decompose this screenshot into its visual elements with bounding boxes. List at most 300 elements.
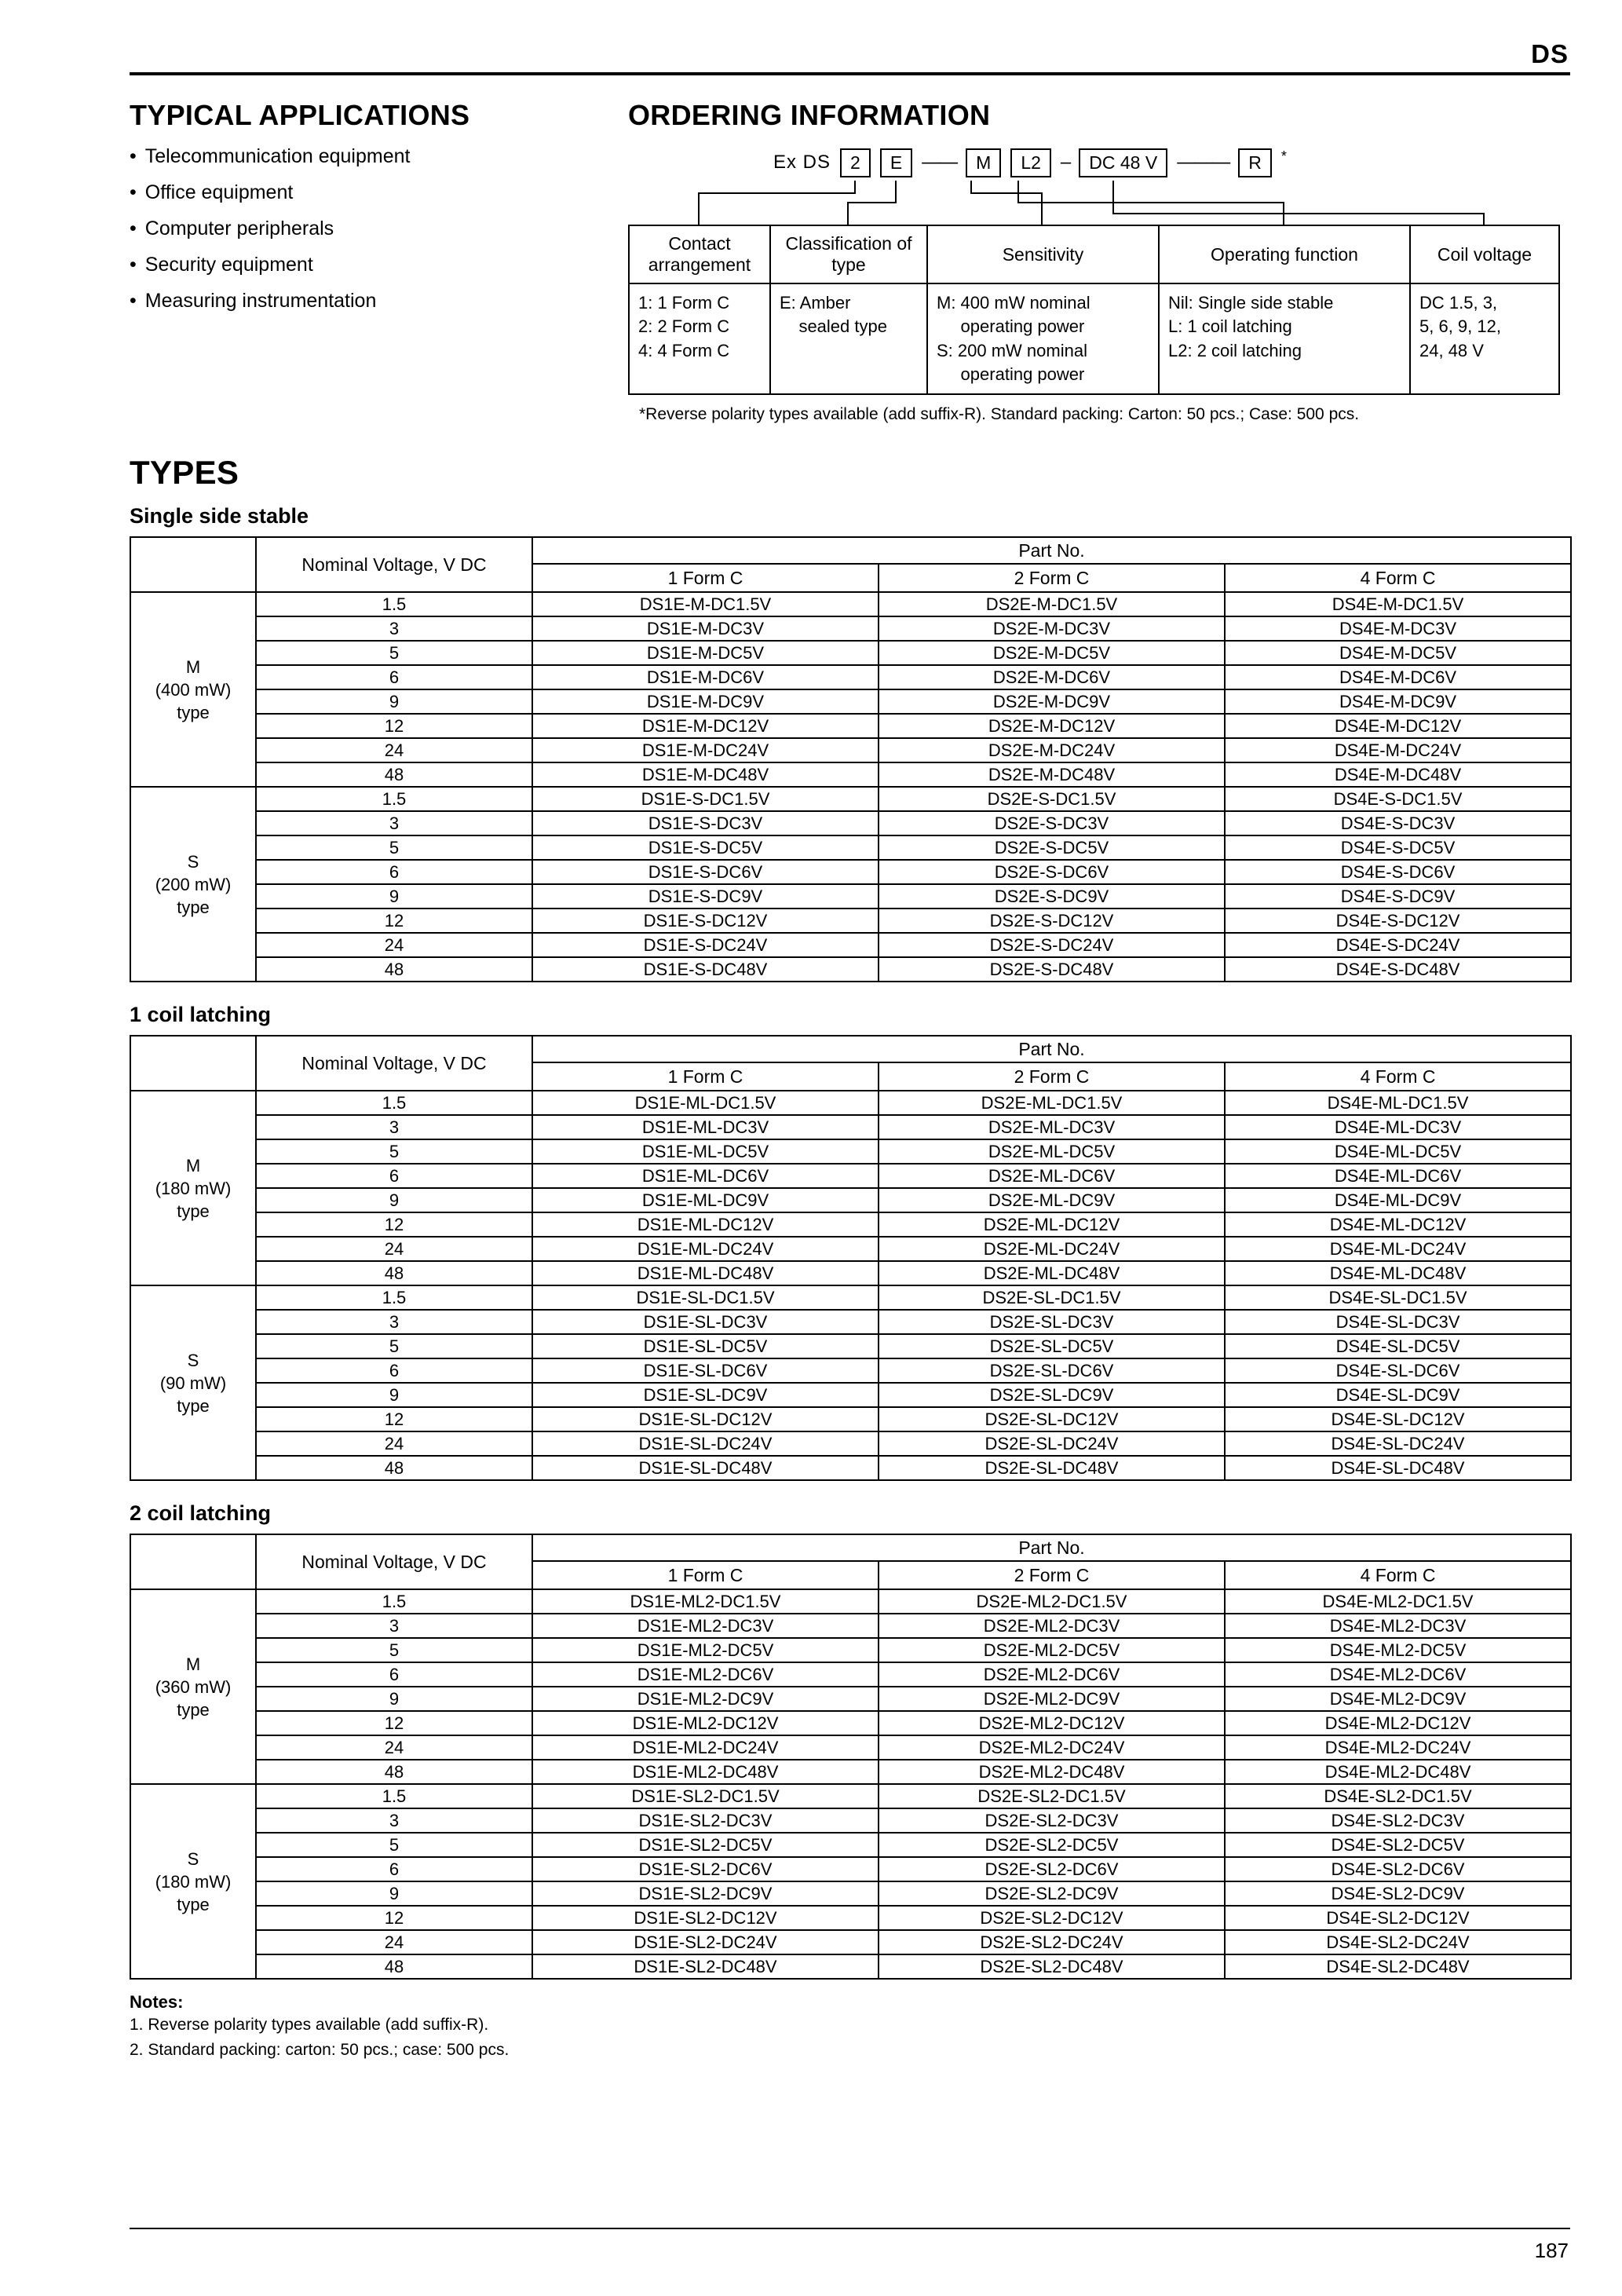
part-number-cell: DS2E-M-DC9V [879, 689, 1225, 714]
application-item [130, 290, 628, 313]
part-number-cell: DS1E-S-DC1.5V [532, 787, 879, 811]
part-number-cell: DS2E-M-DC5V [879, 641, 1225, 665]
part-number-cell: DS1E-S-DC5V [532, 835, 879, 860]
voltage-cell: 3 [256, 1310, 532, 1334]
voltage-cell: 12 [256, 1711, 532, 1735]
table-row [130, 641, 1571, 665]
part-number-cell: DS2E-SL2-DC3V [879, 1808, 1225, 1833]
part-number-cell: DS4E-SL2-DC3V [1225, 1808, 1571, 1833]
part-number-cell: DS4E-S-DC24V [1225, 933, 1571, 957]
voltage-cell: 12 [256, 714, 532, 738]
table-row [130, 1285, 1571, 1310]
part-number-cell: DS4E-M-DC5V [1225, 641, 1571, 665]
part-number-cell: DS4E-M-DC12V [1225, 714, 1571, 738]
part-number-cell: DS4E-SL2-DC12V [1225, 1906, 1571, 1930]
part-number-cell: DS4E-M-DC48V [1225, 762, 1571, 787]
types-table [130, 1035, 1572, 1481]
part-number-cell: DS2E-SL2-DC1.5V [879, 1784, 1225, 1808]
voltage-cell: 3 [256, 1808, 532, 1833]
part-number-cell: DS2E-SL-DC24V [879, 1431, 1225, 1456]
table-row [130, 665, 1571, 689]
voltage-cell: 24 [256, 738, 532, 762]
table-row [130, 1638, 1571, 1662]
part-number-cell: DS2E-ML2-DC6V [879, 1662, 1225, 1687]
form-header: 2 Form C [879, 1062, 1225, 1091]
voltage-cell: 6 [256, 1164, 532, 1188]
table-row [130, 1188, 1571, 1212]
part-number-cell: DS1E-M-DC12V [532, 714, 879, 738]
part-number-cell: DS1E-ML2-DC24V [532, 1735, 879, 1760]
ordering-table-container [628, 225, 1570, 395]
ordering-cell-line: DC 1.5, 3, [1419, 293, 1498, 313]
application-item [130, 181, 628, 204]
table-row [130, 884, 1571, 909]
ordering-code-box: R [1238, 148, 1272, 177]
ordering-cell-line: L2: 2 coil latching [1168, 340, 1302, 360]
part-number-cell: DS2E-SL-DC3V [879, 1310, 1225, 1334]
table-row [130, 1614, 1571, 1638]
part-number-cell: DS4E-ML-DC48V [1225, 1261, 1571, 1285]
corner-cell [130, 537, 256, 592]
table-row [130, 1358, 1571, 1383]
voltage-cell: 5 [256, 641, 532, 665]
types-sections [130, 504, 1570, 1980]
table-row [130, 1237, 1571, 1261]
ordering-code-box: DC 48 V [1079, 148, 1167, 177]
part-number-cell: DS1E-ML2-DC1.5V [532, 1589, 879, 1614]
table-row [130, 1383, 1571, 1407]
voltage-cell: 1.5 [256, 1784, 532, 1808]
types-table [130, 1534, 1572, 1980]
part-number-cell: DS4E-ML-DC5V [1225, 1139, 1571, 1164]
part-number-cell: DS2E-ML2-DC3V [879, 1614, 1225, 1638]
voltage-cell: 6 [256, 860, 532, 884]
voltage-cell: 1.5 [256, 1285, 532, 1310]
part-number-cell: DS4E-ML2-DC9V [1225, 1687, 1571, 1711]
ordering-column-body [1410, 283, 1559, 394]
ordering-column-body [629, 283, 770, 394]
part-number-cell: DS1E-SL-DC24V [532, 1431, 879, 1456]
part-number-cell: DS1E-M-DC48V [532, 762, 879, 787]
part-number-cell: DS2E-SL-DC12V [879, 1407, 1225, 1431]
form-header: 4 Form C [1225, 1561, 1571, 1589]
part-number-cell: DS4E-S-DC6V [1225, 860, 1571, 884]
part-number-cell: DS2E-ML-DC1.5V [879, 1091, 1225, 1115]
part-number-cell: DS1E-SL2-DC1.5V [532, 1784, 879, 1808]
voltage-cell: 48 [256, 1456, 532, 1480]
part-number-cell: DS4E-M-DC6V [1225, 665, 1571, 689]
type-label-line: (360 mW) [155, 1676, 232, 1697]
types-table [130, 536, 1572, 982]
voltage-cell: 5 [256, 835, 532, 860]
part-number-cell: DS2E-SL-DC9V [879, 1383, 1225, 1407]
type-label-line: M [185, 656, 201, 677]
type-label-line: type [177, 897, 210, 917]
part-number-cell: DS1E-S-DC6V [532, 860, 879, 884]
part-number-cell: DS2E-S-DC9V [879, 884, 1225, 909]
voltage-cell: 48 [256, 1954, 532, 1979]
bullet-icon: • [130, 218, 137, 239]
part-number-cell: DS1E-SL2-DC9V [532, 1881, 879, 1906]
part-number-cell: DS4E-ML-DC24V [1225, 1237, 1571, 1261]
voltage-cell: 3 [256, 1115, 532, 1139]
voltage-cell: 3 [256, 1614, 532, 1638]
ordering-cell-line: 4: 4 Form C [638, 340, 730, 360]
part-number-cell: DS1E-SL2-DC24V [532, 1930, 879, 1954]
table-row [130, 957, 1571, 982]
part-number-cell: DS2E-ML-DC24V [879, 1237, 1225, 1261]
corner-cell [130, 1534, 256, 1589]
bottom-rule [130, 2228, 1570, 2229]
ordering-cell-line: Nil: Single side stable [1168, 293, 1334, 313]
part-number-cell: DS2E-ML-DC48V [879, 1261, 1225, 1285]
notes [130, 1992, 1570, 2062]
part-number-cell: DS4E-ML-DC6V [1225, 1164, 1571, 1188]
type-label-cell [130, 1285, 256, 1480]
part-number-cell: DS1E-ML-DC6V [532, 1164, 879, 1188]
table-row [130, 860, 1571, 884]
ordering-cell-line: 2: 2 Form C [638, 316, 730, 337]
ordering-asterisk: * [1280, 148, 1287, 164]
part-number-cell: DS2E-S-DC3V [879, 811, 1225, 835]
part-number-cell: DS2E-S-DC48V [879, 957, 1225, 982]
part-number-cell: DS1E-SL2-DC6V [532, 1857, 879, 1881]
table-row [130, 787, 1571, 811]
part-number-cell: DS1E-ML2-DC3V [532, 1614, 879, 1638]
ordering-cell-line: S: 200 mW nominal [937, 340, 1087, 360]
note-item: 1. Reverse polarity types available (add suffix-R). [130, 2016, 489, 2035]
ordering-cell-line: L: 1 coil latching [1168, 316, 1292, 337]
ordering-example [773, 144, 1570, 181]
part-number-cell: DS1E-SL-DC1.5V [532, 1285, 879, 1310]
part-number-cell: DS2E-SL2-DC12V [879, 1906, 1225, 1930]
table-row [130, 1139, 1571, 1164]
part-number-cell: DS1E-ML-DC3V [532, 1115, 879, 1139]
voltage-cell: 5 [256, 1833, 532, 1857]
table-row [130, 1310, 1571, 1334]
type-label-cell [130, 787, 256, 982]
part-number-cell: DS4E-ML-DC12V [1225, 1212, 1571, 1237]
typical-applications-section [130, 99, 628, 424]
part-number-cell: DS4E-SL-DC5V [1225, 1334, 1571, 1358]
ordering-cell-line: 24, 48 V [1419, 340, 1484, 360]
ordering-column-header: Contact arrangement [629, 225, 770, 283]
part-number-cell: DS4E-SL-DC1.5V [1225, 1285, 1571, 1310]
ordering-column-body [1159, 283, 1410, 394]
voltage-cell: 6 [256, 1662, 532, 1687]
table-row [130, 1881, 1571, 1906]
form-header: 2 Form C [879, 1561, 1225, 1589]
part-number-cell: DS1E-S-DC12V [532, 909, 879, 933]
type-label-line: (180 mW) [155, 1178, 232, 1198]
form-header: 1 Form C [532, 564, 879, 592]
part-number-cell: DS1E-SL2-DC3V [532, 1808, 879, 1833]
part-number-cell: DS1E-M-DC1.5V [532, 592, 879, 616]
part-number-cell: DS4E-ML-DC3V [1225, 1115, 1571, 1139]
part-number-cell: DS2E-S-DC6V [879, 860, 1225, 884]
part-number-cell: DS2E-SL2-DC6V [879, 1857, 1225, 1881]
part-number-cell: DS1E-M-DC3V [532, 616, 879, 641]
ordering-dash: – [1060, 152, 1070, 173]
part-number-cell: DS1E-ML2-DC48V [532, 1760, 879, 1784]
part-number-cell: DS2E-M-DC1.5V [879, 592, 1225, 616]
application-label: Telecommunication equipment [144, 145, 411, 167]
part-number-cell: DS2E-S-DC24V [879, 933, 1225, 957]
ordering-table [628, 225, 1560, 395]
ordering-code-box: 2 [840, 148, 871, 177]
ordering-code-box: M [966, 148, 1001, 177]
ordering-example-prefix: Ex DS [773, 152, 831, 173]
types-header-row-1 [130, 537, 1571, 564]
part-number-cell: DS2E-M-DC24V [879, 738, 1225, 762]
part-number-cell: DS2E-ML2-DC48V [879, 1760, 1225, 1784]
table-row [130, 592, 1571, 616]
table-row [130, 1115, 1571, 1139]
part-number-cell: DS1E-SL-DC5V [532, 1334, 879, 1358]
part-number-cell: DS1E-SL-DC3V [532, 1310, 879, 1334]
part-number-cell: DS1E-SL2-DC48V [532, 1954, 879, 1979]
page-number: 187 [1534, 2239, 1569, 2262]
part-number-cell: DS1E-ML-DC48V [532, 1261, 879, 1285]
part-number-cell: DS1E-ML-DC1.5V [532, 1091, 879, 1115]
ordering-cell-line: E: Amber [780, 293, 851, 313]
ordering-cell-line: 1: 1 Form C [638, 293, 730, 313]
voltage-cell: 1.5 [256, 787, 532, 811]
voltage-header: Nominal Voltage, V DC [256, 1036, 532, 1091]
part-number-cell: DS2E-ML-DC6V [879, 1164, 1225, 1188]
form-header: 4 Form C [1225, 564, 1571, 592]
part-number-cell: DS1E-M-DC5V [532, 641, 879, 665]
part-number-cell: DS4E-SL2-DC5V [1225, 1833, 1571, 1857]
part-number-cell: DS4E-S-DC48V [1225, 957, 1571, 982]
ordering-cell-line: 5, 6, 9, 12, [1419, 316, 1501, 337]
type-label-line: type [177, 1894, 210, 1914]
part-number-cell: DS2E-M-DC48V [879, 762, 1225, 787]
table-row [130, 1589, 1571, 1614]
part-number-cell: DS2E-M-DC12V [879, 714, 1225, 738]
ordering-dash: —— [922, 152, 957, 173]
part-number-cell: DS4E-ML2-DC5V [1225, 1638, 1571, 1662]
part-number-cell: DS1E-S-DC3V [532, 811, 879, 835]
type-label-line: S [187, 851, 199, 872]
application-item [130, 218, 628, 240]
part-number-cell: DS4E-ML2-DC1.5V [1225, 1589, 1571, 1614]
table-row [130, 1687, 1571, 1711]
part-number-cell: DS4E-S-DC3V [1225, 811, 1571, 835]
table-row [130, 1954, 1571, 1979]
table-row [130, 1760, 1571, 1784]
type-label-line: type [177, 1201, 210, 1221]
voltage-cell: 6 [256, 665, 532, 689]
voltage-cell: 1.5 [256, 1589, 532, 1614]
part-number-cell: DS2E-ML-DC3V [879, 1115, 1225, 1139]
form-header: 2 Form C [879, 564, 1225, 592]
voltage-cell: 3 [256, 616, 532, 641]
table-row [130, 616, 1571, 641]
table-row [130, 1711, 1571, 1735]
part-number-cell: DS4E-ML-DC9V [1225, 1188, 1571, 1212]
application-label: Computer peripherals [144, 218, 334, 239]
part-number-cell: DS2E-S-DC1.5V [879, 787, 1225, 811]
part-number-cell: DS4E-SL-DC9V [1225, 1383, 1571, 1407]
part-no-header: Part No. [532, 1036, 1571, 1062]
part-number-cell: DS2E-SL-DC1.5V [879, 1285, 1225, 1310]
voltage-cell: 9 [256, 1383, 532, 1407]
application-label: Measuring instrumentation [144, 290, 377, 312]
notes-title: Notes: [130, 1992, 184, 2013]
top-columns [130, 99, 1570, 424]
table-row [130, 714, 1571, 738]
part-number-cell: DS4E-ML2-DC3V [1225, 1614, 1571, 1638]
ordering-cell-line: operating power [937, 316, 1085, 337]
part-number-cell: DS2E-ML2-DC1.5V [879, 1589, 1225, 1614]
part-number-cell: DS4E-S-DC9V [1225, 884, 1571, 909]
part-number-cell: DS4E-M-DC1.5V [1225, 592, 1571, 616]
table-row [130, 1431, 1571, 1456]
form-header: 1 Form C [532, 1561, 879, 1589]
part-number-cell: DS4E-M-DC24V [1225, 738, 1571, 762]
part-number-cell: DS2E-ML2-DC5V [879, 1638, 1225, 1662]
table-row [130, 762, 1571, 787]
form-header: 4 Form C [1225, 1062, 1571, 1091]
part-number-cell: DS4E-SL-DC6V [1225, 1358, 1571, 1383]
table-row [130, 1857, 1571, 1881]
bullet-icon: • [130, 254, 137, 276]
corner-cell [130, 1036, 256, 1091]
voltage-cell: 1.5 [256, 1091, 532, 1115]
table-row [130, 835, 1571, 860]
table-row [130, 1261, 1571, 1285]
voltage-header: Nominal Voltage, V DC [256, 1534, 532, 1589]
type-label-line: (400 mW) [155, 679, 232, 700]
type-label-line: type [177, 1699, 210, 1720]
part-number-cell: DS2E-M-DC6V [879, 665, 1225, 689]
part-number-cell: DS1E-SL-DC12V [532, 1407, 879, 1431]
ordering-cell-line: sealed type [780, 316, 887, 337]
part-number-cell: DS2E-ML-DC12V [879, 1212, 1225, 1237]
part-number-cell: DS2E-SL2-DC5V [879, 1833, 1225, 1857]
note-item: 2. Standard packing: carton: 50 pcs.; case: 500 pcs. [130, 2040, 510, 2059]
table-row [130, 1906, 1571, 1930]
table-row [130, 1833, 1571, 1857]
voltage-cell: 6 [256, 1857, 532, 1881]
part-number-cell: DS1E-ML-DC9V [532, 1188, 879, 1212]
voltage-cell: 24 [256, 933, 532, 957]
part-number-cell: DS1E-S-DC24V [532, 933, 879, 957]
voltage-cell: 12 [256, 909, 532, 933]
ordering-connector-lines [628, 181, 1558, 225]
voltage-cell: 48 [256, 1760, 532, 1784]
page-footer [130, 2228, 1570, 2263]
type-label-cell [130, 1589, 256, 1784]
part-number-cell: DS4E-SL-DC48V [1225, 1456, 1571, 1480]
bullet-icon: • [130, 145, 137, 167]
part-number-cell: DS1E-ML2-DC12V [532, 1711, 879, 1735]
table-row [130, 1662, 1571, 1687]
voltage-cell: 48 [256, 1261, 532, 1285]
part-number-cell: DS4E-ML2-DC12V [1225, 1711, 1571, 1735]
part-number-cell: DS1E-M-DC24V [532, 738, 879, 762]
voltage-header: Nominal Voltage, V DC [256, 537, 532, 592]
part-number-cell: DS4E-SL-DC12V [1225, 1407, 1571, 1431]
part-number-cell: DS1E-ML2-DC5V [532, 1638, 879, 1662]
part-number-cell: DS2E-ML-DC5V [879, 1139, 1225, 1164]
table-row [130, 1334, 1571, 1358]
form-header: 1 Form C [532, 1062, 879, 1091]
part-number-cell: DS2E-SL-DC6V [879, 1358, 1225, 1383]
part-number-cell: DS1E-ML-DC24V [532, 1237, 879, 1261]
table-row [130, 909, 1571, 933]
table-row [130, 1784, 1571, 1808]
voltage-cell: 9 [256, 1188, 532, 1212]
part-number-cell: DS4E-SL2-DC6V [1225, 1857, 1571, 1881]
top-rule [130, 72, 1570, 75]
ordering-code-box: L2 [1010, 148, 1051, 177]
application-item [130, 254, 628, 276]
doc-code: DS [1531, 39, 1569, 68]
table-row [130, 811, 1571, 835]
voltage-cell: 1.5 [256, 592, 532, 616]
ordering-footnote: *Reverse polarity types available (add suffix-R). Standard packing: Carton: 50 pcs.; Case: 500 pcs. [639, 405, 1360, 424]
ordering-column-header: Classification of type [770, 225, 927, 283]
ordering-column-header: Operating function [1159, 225, 1410, 283]
table-row [130, 1164, 1571, 1188]
application-label: Office equipment [144, 181, 294, 203]
part-number-cell: DS1E-M-DC6V [532, 665, 879, 689]
ordering-dash: ——— [1177, 152, 1229, 173]
part-number-cell: DS1E-SL-DC9V [532, 1383, 879, 1407]
application-item [130, 145, 628, 168]
part-number-cell: DS4E-M-DC3V [1225, 616, 1571, 641]
voltage-cell: 9 [256, 1687, 532, 1711]
part-number-cell: DS4E-ML2-DC24V [1225, 1735, 1571, 1760]
part-number-cell: DS4E-M-DC9V [1225, 689, 1571, 714]
type-label-line: (90 mW) [159, 1373, 227, 1393]
ordering-body-row [629, 283, 1559, 394]
bullet-icon: • [130, 290, 137, 312]
type-label-line: S [187, 1848, 199, 1869]
table-row [130, 1456, 1571, 1480]
part-number-cell: DS1E-SL2-DC12V [532, 1906, 879, 1930]
part-number-cell: DS4E-ML2-DC6V [1225, 1662, 1571, 1687]
table-row [130, 1407, 1571, 1431]
part-number-cell: DS4E-SL2-DC24V [1225, 1930, 1571, 1954]
types-title: TYPES [130, 454, 239, 492]
part-number-cell: DS4E-S-DC1.5V [1225, 787, 1571, 811]
ordering-column-body [770, 283, 927, 394]
part-number-cell: DS1E-SL2-DC5V [532, 1833, 879, 1857]
part-number-cell: DS1E-ML-DC12V [532, 1212, 879, 1237]
table-row [130, 1930, 1571, 1954]
types-section-heading: 2 coil latching [130, 1501, 272, 1526]
part-number-cell: DS2E-ML-DC9V [879, 1188, 1225, 1212]
types-section-heading: 1 coil latching [130, 1003, 272, 1027]
voltage-cell: 24 [256, 1237, 532, 1261]
table-row [130, 1808, 1571, 1833]
ordering-column-header: Coil voltage [1410, 225, 1559, 283]
part-number-cell: DS2E-S-DC5V [879, 835, 1225, 860]
part-number-cell: DS4E-ML2-DC48V [1225, 1760, 1571, 1784]
part-number-cell: DS1E-ML2-DC9V [532, 1687, 879, 1711]
voltage-cell: 6 [256, 1358, 532, 1383]
voltage-cell: 24 [256, 1930, 532, 1954]
voltage-cell: 9 [256, 1881, 532, 1906]
part-number-cell: DS2E-SL2-DC48V [879, 1954, 1225, 1979]
type-label-line: (180 mW) [155, 1871, 232, 1892]
type-label-line: M [185, 1654, 201, 1674]
type-label-line: M [185, 1155, 201, 1175]
part-number-cell: DS4E-S-DC5V [1225, 835, 1571, 860]
